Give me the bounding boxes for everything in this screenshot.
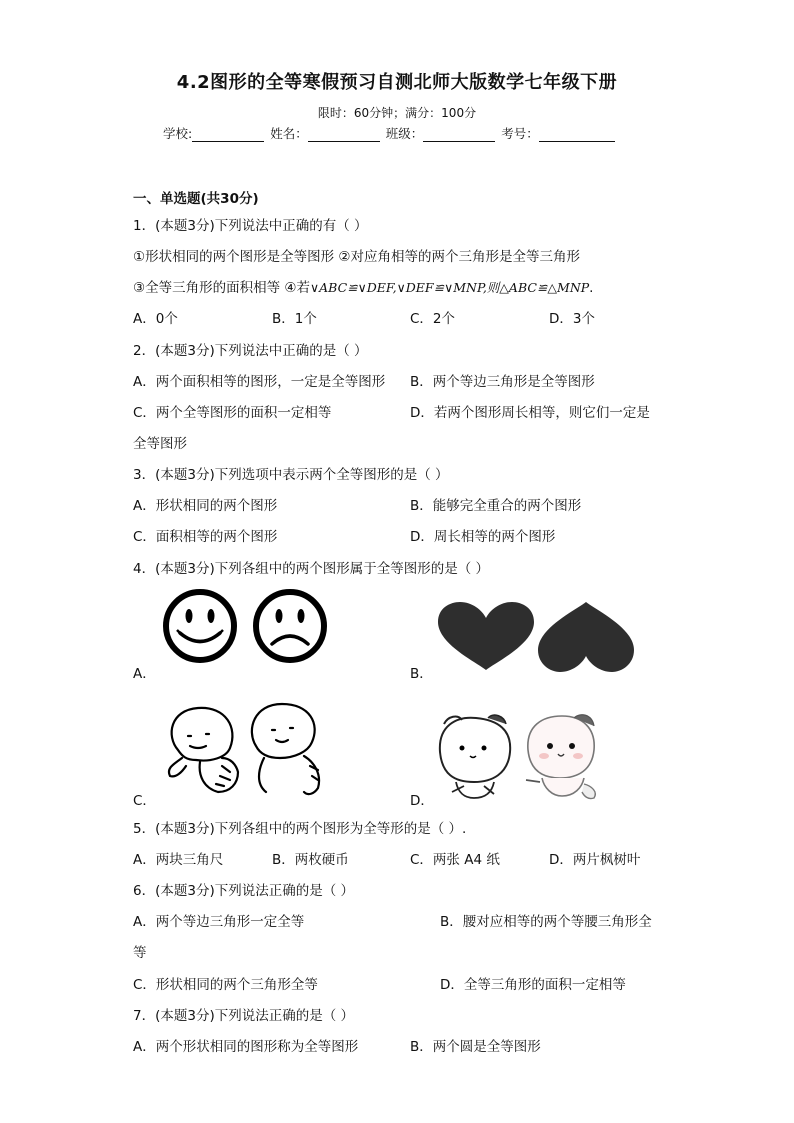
q7-option-a[interactable]: A．两个形状相同的图形称为全等图形: [133, 1039, 359, 1055]
cartoon-cat-icon: [526, 715, 595, 799]
q3-option-c[interactable]: C．面积相等的两个图形: [133, 529, 278, 545]
q1-line1: ①形状相同的两个图形是全等图形 ②对应角相等的两个三角形是全等三角形: [133, 249, 580, 265]
turtle-drawing-icon: [252, 704, 319, 794]
q1-line2: [133, 276, 593, 296]
class-label: 班级：: [385, 126, 424, 141]
q2-option-a[interactable]: A．两个面积相等的图形，一定是全等图形: [133, 374, 386, 390]
q6-option-c[interactable]: C．形状相同的两个三角形全等: [133, 977, 318, 993]
cartoon-cat-icon: [440, 715, 510, 798]
class-blank[interactable]: [423, 127, 495, 142]
q1-option-c[interactable]: C．2个: [410, 311, 456, 327]
student-info-line: [163, 124, 617, 142]
q1-option-a[interactable]: A．0个: [133, 311, 178, 327]
q5-option-c[interactable]: C．两张 A4 纸: [410, 852, 500, 868]
turtle-drawing-icon: [169, 708, 238, 792]
q1-option-d[interactable]: D．3个: [549, 311, 595, 327]
q1-line2-end: .: [589, 280, 594, 296]
q4-option-d[interactable]: D．: [410, 793, 434, 809]
q5-option-b[interactable]: B．两枚硬币: [272, 852, 349, 868]
q4-option-a[interactable]: A．: [133, 666, 156, 682]
q4-figure-c: [160, 700, 330, 800]
q6-option-d[interactable]: D．全等三角形的面积一定相等: [440, 977, 626, 993]
q5-option-d[interactable]: D．两片枫树叶: [549, 852, 641, 868]
sad-face-icon: [256, 592, 324, 660]
q6-option-b-cont: 等: [133, 945, 147, 961]
q4-option-b[interactable]: B．: [410, 666, 433, 682]
q7-option-b[interactable]: B．两个圆是全等图形: [410, 1039, 541, 1055]
q2-stem: 2．(本题3分)下列说法中正确的是（ ）: [133, 343, 368, 359]
q4-figure-d: [434, 712, 604, 804]
q3-stem: 3．(本题3分)下列选项中表示两个全等图形的是（ ）: [133, 467, 449, 483]
q6-stem: 6．(本题3分)下列说法正确的是（ ）: [133, 883, 355, 899]
q4-figure-a: [160, 588, 330, 664]
name-label: 姓名：: [270, 126, 308, 141]
q3-option-b[interactable]: B．能够完全重合的两个图形: [410, 498, 582, 514]
q6-option-b[interactable]: B．腰对应相等的两个等腰三角形全: [440, 914, 652, 930]
q2-option-c[interactable]: C．两个全等图形的面积一定相等: [133, 405, 332, 421]
q3-option-a[interactable]: A．形状相同的两个图形: [133, 498, 278, 514]
q1-option-b[interactable]: B．1个: [272, 311, 317, 327]
time-score-info: 限时：60分钟；满分：100分: [317, 106, 477, 120]
number-label: 考号：: [501, 126, 539, 141]
q5-option-a[interactable]: A．两块三角尺: [133, 852, 224, 868]
q4-stem: 4．(本题3分)下列各组中的两个图形属于全等图形的是（ ）: [133, 561, 490, 577]
school-blank[interactable]: [192, 127, 264, 142]
q5-stem: 5．(本题3分)下列各组中的两个图形为全等形的是（ ）.: [133, 821, 467, 837]
number-blank[interactable]: [539, 127, 615, 142]
inverted-heart-icon: [538, 602, 634, 672]
q1-line2-math: ∨ABC≌∨DEF,∨DEF≌∨MNP,则△ABC≌△MNP: [310, 280, 590, 295]
q2-option-d-cont: 全等图形: [133, 436, 187, 452]
q6-option-a[interactable]: A．两个等边三角形一定全等: [133, 914, 305, 930]
q2-option-b[interactable]: B．两个等边三角形是全等图形: [410, 374, 595, 390]
heart-icon: [438, 602, 534, 670]
q2-option-d[interactable]: D．若两个图形周长相等，则它们一定是: [410, 405, 650, 421]
q4-option-c[interactable]: C．: [133, 793, 156, 809]
section-heading: 一、单选题(共30分): [133, 191, 259, 207]
q4-figure-b: [436, 600, 636, 678]
page-title: 4.2图形的全等寒假预习自测北师大版数学七年级下册: [176, 72, 618, 93]
q1-line2-text: ③全等三角形的面积相等 ④若: [133, 280, 310, 296]
q3-option-d[interactable]: D．周长相等的两个图形: [410, 529, 556, 545]
smiley-face-icon: [166, 592, 234, 660]
q1-stem: 1．(本题3分)下列说法中正确的有（ ）: [133, 218, 368, 234]
school-label: 学校:: [163, 126, 193, 141]
name-blank[interactable]: [308, 127, 380, 142]
q7-stem: 7．(本题3分)下列说法正确的是（ ）: [133, 1008, 355, 1024]
